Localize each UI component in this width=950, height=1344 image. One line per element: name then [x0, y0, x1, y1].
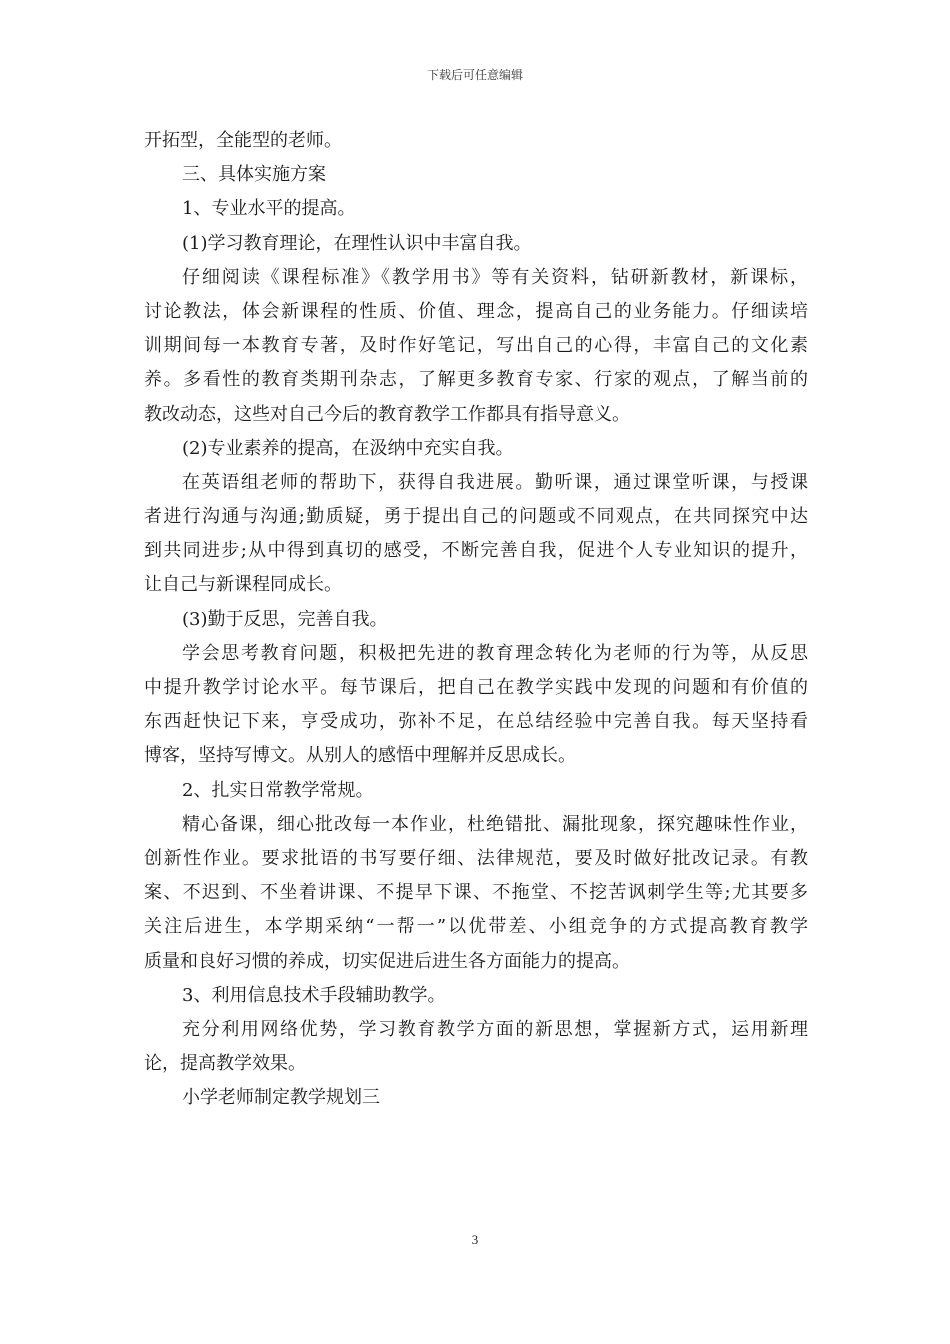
text-line: 中提升教学讨论水平。每节课后，把自己在教学实践中发现的问题和有价值的	[144, 677, 808, 698]
text-line: 东西赶快记下来，亨受成功，弥补不足，在总结经验中完善自我。每天坚持看	[144, 711, 808, 733]
text-line: 小学老师制定教学规划三	[182, 1087, 380, 1109]
text-line: 训期间每一本教育专著，及时作好笔记，写出自己的心得，丰富自己的文化素	[144, 335, 808, 357]
text-line: 论，提高教学效果。	[144, 1053, 306, 1075]
text-line: 到共同进步;从中得到真切的感受，不断完善自我，促进个人专业知识的提升，	[144, 540, 808, 562]
text-line: 充分利用网络优势，学习教育教学方面的新思想，掌握新方式，运用新理	[182, 1018, 808, 1040]
text-line: 质量和良好习惯的养成，切实促进后进生各方面能力的提高。	[144, 950, 630, 972]
text-line: 案、不迟到、不坐着讲课、不提早下课、不拖堂、不挖苦讽刺学生等;尤其要多	[144, 882, 808, 904]
text-line: (1)学习教育理论，在理性认识中丰富自我。	[182, 232, 532, 254]
page-header: 下载后可任意编辑	[426, 68, 523, 82]
text-line: 3、利用信息技术手段辅助教学。	[182, 984, 446, 1006]
text-line: 在英语组老师的帮助下，获得自我进展。勤听课，通过课堂听课，与授课	[182, 471, 808, 493]
text-line: 创新性作业。要求批语的书写要仔细、法律规范，要及时做好批改记录。有教	[144, 847, 808, 869]
page-number: 3	[471, 1232, 479, 1247]
text-line: 仔细阅读《课程标准》《教学用书》等有关资料，钻研新教材，新课标，	[182, 266, 808, 288]
document-body	[144, 124, 808, 1115]
text-line: 者进行沟通与沟通;勤质疑，勇于提出自己的问题或不同观点，在共同探究中达	[144, 506, 808, 528]
text-line: (2)专业素养的提高，在汲纳中充实自我。	[182, 437, 514, 459]
text-line: 开拓型，全能型的老师。	[144, 130, 342, 151]
text-line: 博客，坚持写博文。从别人的感悟中理解并反思成长。	[144, 745, 576, 767]
text-line: 三、具体实施方案	[182, 164, 326, 186]
text-line: 精心备课，细心批改每一本作业，杜绝错批、漏批现象，探究趣味性作业，	[182, 813, 808, 835]
text-line: 1、专业水平的提高。	[182, 198, 356, 220]
text-line: (3)勤于反思，完善自我。	[182, 608, 388, 630]
text-line: 学会思考教育问题，积极把先进的教育理念转化为老师的行为等，从反思	[182, 642, 808, 664]
text-line: 关注后进生，本学期采纳“一帮一”以优带差、小组竞争的方式提高教育教学	[144, 916, 808, 938]
text-line: 教改动态，这些对自己今后的教育教学工作都具有指导意义。	[144, 403, 630, 425]
text-line: 养。多看性的教育类期刊杂志，了解更多教育专家、行家的观点，了解当前的	[144, 369, 808, 391]
text-line: 让自己与新课程同成长。	[144, 574, 342, 596]
text-line: 讨论教法，体会新课程的性质、价值、理念，提高自己的业务能力。仔细读培	[144, 300, 808, 322]
text-line: 2、扎实日常教学常规。	[182, 779, 374, 801]
